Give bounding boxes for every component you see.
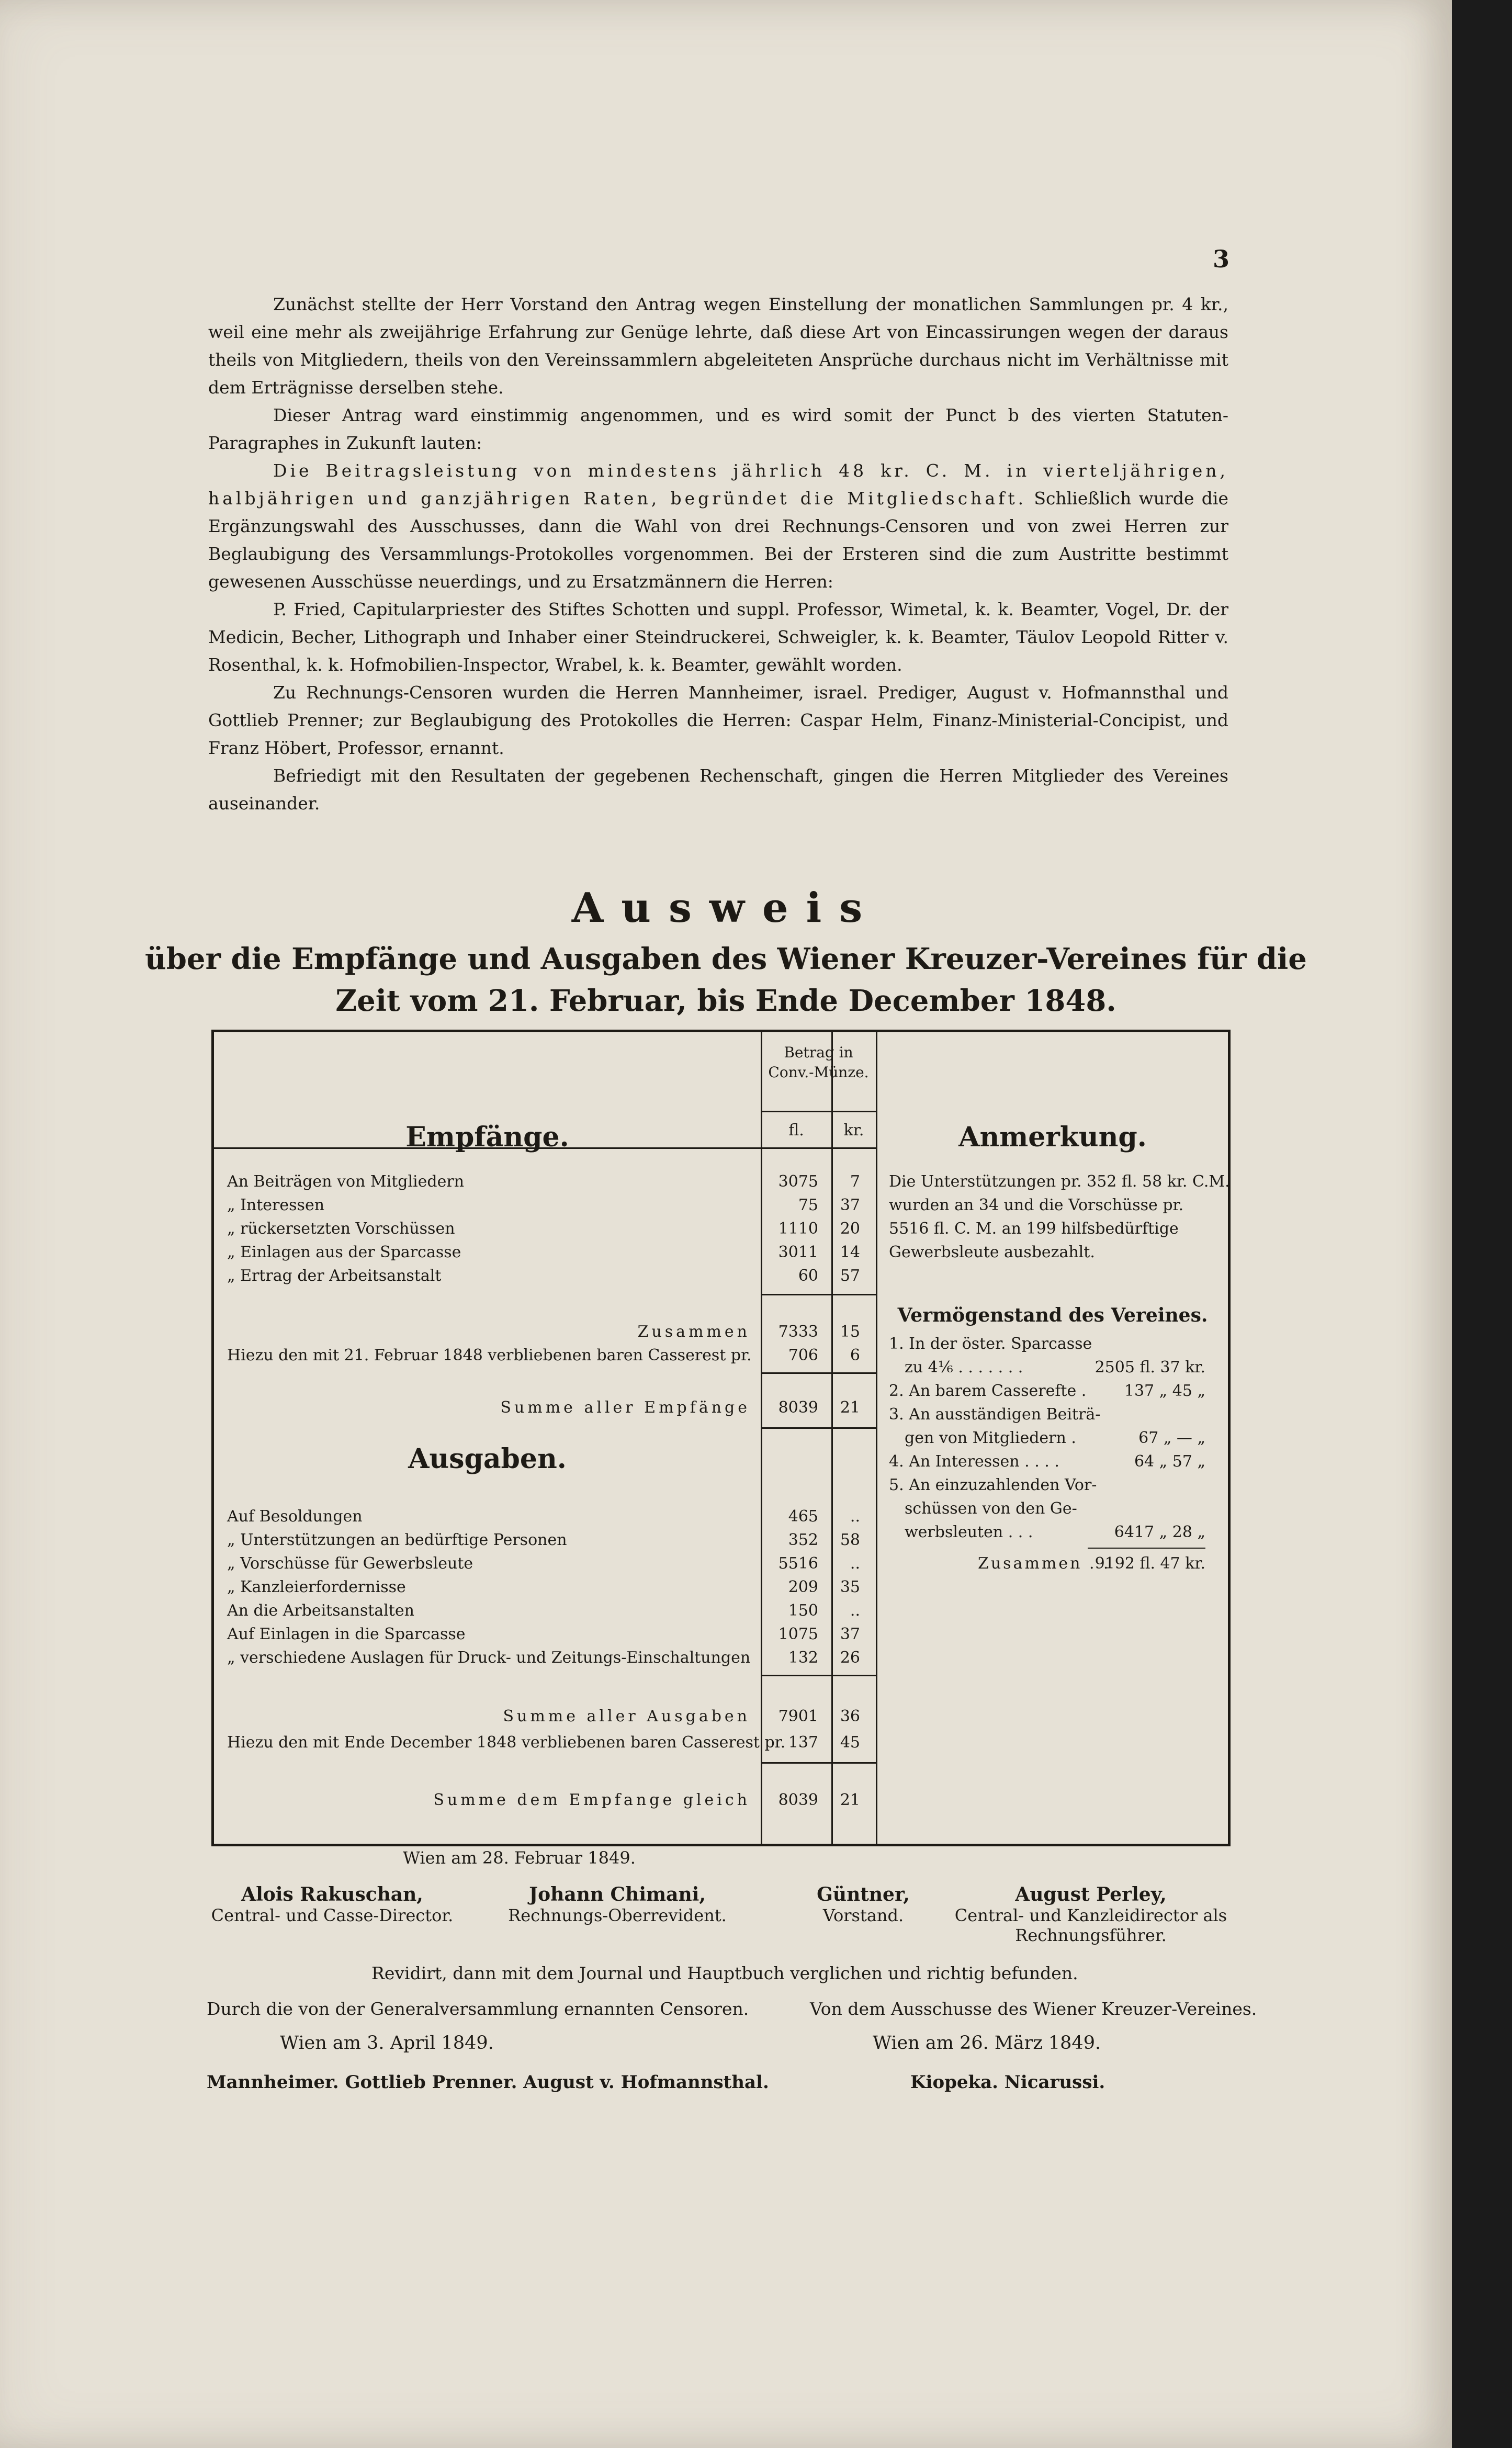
ausg-row-3-fl: 5516: [778, 1554, 818, 1573]
vermoegen-5a: 5. An einzuzahlenden Vor-: [889, 1476, 1097, 1494]
signer-3-name: Güntner,: [817, 1883, 910, 1905]
vermoegen-3-value: 67 „ — „: [1138, 1429, 1205, 1447]
vermoegen-3a: 3. An ausständigen Beiträ-: [889, 1405, 1101, 1424]
ausg-row-1-kr: ..: [850, 1507, 860, 1526]
amount-header: Betrag in Conv.-Münze.: [768, 1044, 869, 1081]
ausg-row-6-kr: 37: [840, 1625, 860, 1643]
signer-1-role: Central- und Casse-Director.: [211, 1905, 454, 1925]
empf-row-2-kr: 37: [840, 1196, 860, 1214]
intro-paragraph-4: P. Fried, Capitularpriester des Stiftes Schotten und suppl. Professor, Wimetal, k. k. Beamter, Vogel, Dr. der Medicin, Becher, Lithograph und Inhaber einer Steindruckerei, Schweigler, k. k. Beamter, Täulov Leopold Ritter v. Rosenthal, k. k. Hofmobilien-Inspector, Wrabel, k. k. Beamter, gewählt worden.: [208, 599, 1228, 675]
ausg-row-1-fl: 465: [788, 1507, 818, 1526]
committee-signatures: Kiopeka. Nicarussi.: [910, 2072, 1105, 2093]
ausg-row-7-label: „ verschiedene Auslagen für Druck- und Zeitungs-Einschaltungen: [227, 1649, 751, 1667]
summe-ausgaben-kr: 36: [840, 1707, 860, 1725]
signer-3-role: Vorstand.: [822, 1905, 904, 1925]
rule-sum-4: [761, 1675, 877, 1676]
ausg-row-6-fl: 1075: [778, 1625, 818, 1643]
vermoegen-total-label: Zusammen . .: [978, 1554, 1111, 1573]
rule-sum-2: [761, 1372, 877, 1374]
account-table: [211, 1030, 1231, 1846]
rule-sum-1: [761, 1294, 877, 1295]
summe-gleich-kr: 21: [840, 1791, 860, 1809]
empfaenge-title: Empfänge.: [405, 1121, 569, 1153]
hiezu-1-kr: 6: [850, 1346, 860, 1364]
ausg-row-3-label: „ Vorschüsse für Gewerbsleute: [227, 1554, 473, 1573]
empf-row-5-label: „ Ertrag der Arbeitsanstalt: [227, 1267, 442, 1285]
ausg-row-4-kr: 35: [840, 1578, 860, 1596]
ausg-row-2-label: „ Unterstützungen an bedürftige Personen: [227, 1531, 567, 1549]
vermoegen-3b: gen von Mitgliedern .: [905, 1429, 1076, 1447]
rule-sum-3: [761, 1427, 877, 1429]
summe-gleich-fl: 8039: [778, 1791, 818, 1809]
rule-kr-right: [876, 1032, 877, 1844]
signer-1-name: Alois Rakuschan,: [241, 1883, 423, 1905]
empf-row-4-kr: 14: [840, 1243, 860, 1261]
vermoegen-5b: schüssen von den Ge-: [905, 1499, 1077, 1518]
rule-header: [761, 1111, 877, 1112]
empf-row-1-label: An Beiträgen von Mitgliedern: [227, 1172, 465, 1191]
empf-row-5-fl: 60: [798, 1267, 818, 1285]
zusammen-kr: 15: [840, 1323, 860, 1341]
intro-paragraph-1: Zunächst stellte der Herr Vorstand den Antrag wegen Einstellung der monatlichen Sammlungen pr. 4 kr., weil eine mehr als zweijährige Erfahrung zur Genüge lehrte, daß diese Art von Eincassirungen wegen der daraus theils von Mitgliedern, theils von den Vereinssammlern abgeleiteten Ansprüche durchaus nicht im Verhältnisse mit dem Erträgnisse derselben stehe.: [208, 294, 1228, 398]
ausg-row-1-label: Auf Besoldungen: [227, 1507, 363, 1526]
empf-row-5-kr: 57: [840, 1267, 860, 1285]
summe-empfaenge-label: Summe aller Empfänge: [500, 1398, 750, 1417]
empf-row-2-fl: 75: [798, 1196, 818, 1214]
ausg-row-2-fl: 352: [788, 1531, 818, 1549]
statute-text: Die Beitragsleistung von mindestens jährlich 48 kr. C. M. in vierteljährigen, halbjährigen und ganzjährigen Raten, begründet die Mitgliedschaft.: [208, 460, 1228, 509]
hiezu-2-label: Hiezu den mit Ende December 1848 verbliebenen baren Casserest pr.: [227, 1733, 786, 1752]
vermoegen-2: 2. An barem Casserefte .: [889, 1382, 1087, 1400]
ausg-row-5-kr: ..: [850, 1601, 860, 1620]
intro-paragraph-6: Befriedigt mit den Resultaten der gegebenen Rechenschaft, gingen die Herren Mitglieder des Vereines auseinander.: [208, 765, 1228, 814]
ausg-row-4-label: „ Kanzleierfordernisse: [227, 1578, 406, 1596]
title-line-2: über die Empfänge und Ausgaben des Wiener Kreuzer-Vereines für die: [145, 942, 1307, 976]
intro-paragraph-5: Zu Rechnungs-Censoren wurden die Herren Mannheimer, israel. Prediger, August v. Hofmannsthal und Gottlieb Prenner; zur Beglaubigung des Protokolles die Herren: Caspar Helm, Finanz-Ministerial-Concipist, und Franz Höbert, Professor, ernannt.: [208, 682, 1228, 758]
hiezu-1-fl: 706: [788, 1346, 818, 1364]
rule-sum-5: [761, 1762, 877, 1764]
vermoegen-4-value: 64 „ 57 „: [1134, 1452, 1205, 1471]
page-number: 3: [1213, 245, 1230, 273]
ausg-row-2-kr: 58: [840, 1531, 860, 1549]
empf-row-3-label: „ rückersetzten Vorschüssen: [227, 1220, 455, 1238]
vermoegenstand-title: Vermögenstand des Vereines.: [897, 1304, 1208, 1326]
intro-paragraph-3: [208, 457, 1228, 595]
vermoegen-4: 4. An Interessen . . . .: [889, 1452, 1059, 1471]
title-ausweis: Ausweis: [571, 884, 881, 932]
rule-vermoegen-sum: [1088, 1548, 1205, 1549]
election-text: Schließlich wurde die Ergänzungswahl des Ausschusses, dann die Wahl von drei Rechnungs-Censoren und von zwei Herren zur Beglaubigung des Versammlungs-Protokolles vorgenommen. Bei der Ersteren sind die zum Austritte bestimmt gewesenen Ausschüsse neuerdings, und zu Ersatzmännern die Herren:: [208, 488, 1228, 592]
ausg-row-3-kr: ..: [850, 1554, 860, 1573]
vermoegen-5c: werbsleuten . . .: [905, 1523, 1033, 1541]
ausg-row-5-fl: 150: [788, 1601, 818, 1620]
anmerkung-line-3: 5516 fl. C. M. an 199 hilfsbedürftige: [889, 1220, 1179, 1238]
signer-4-role-1: Central- und Kanzleidirector als: [954, 1905, 1227, 1925]
hiezu-2-kr: 45: [840, 1733, 860, 1752]
censors-statement: Durch die von der Generalversammlung ernannten Censoren.: [207, 1999, 749, 2019]
zusammen-label: Zusammen: [637, 1323, 750, 1341]
signer-2-name: Johann Chimani,: [529, 1883, 706, 1905]
col-kr-header: kr.: [843, 1121, 864, 1140]
vermoegen-1-value: 2505 fl. 37 kr.: [1094, 1358, 1205, 1377]
signature-perley: [952, 1883, 1229, 1945]
empf-row-2-label: „ Interessen: [227, 1196, 325, 1214]
revidirt-line: Revidirt, dann mit dem Journal und Hauptbuch verglichen und richtig befunden.: [371, 1963, 1078, 1983]
anmerkung-line-4: Gewerbsleute ausbezahlt.: [889, 1243, 1095, 1261]
vermoegen-1b: zu 4⅙ . . . . . . .: [905, 1358, 1023, 1377]
date-committee: Wien am 26. März 1849.: [873, 2033, 1101, 2054]
summe-ausgaben-fl: 7901: [778, 1707, 818, 1725]
vermoegen-2-value: 137 „ 45 „: [1124, 1382, 1205, 1400]
empf-row-1-fl: 3075: [778, 1172, 818, 1191]
summe-gleich-label: Summe dem Empfange gleich: [433, 1791, 750, 1809]
vermoegen-1a: 1. In der öster. Sparcasse: [889, 1335, 1092, 1353]
date-table: Wien am 28. Februar 1849.: [403, 1848, 636, 1868]
title-line-3: Zeit vom 21. Februar, bis Ende December 1848.: [335, 984, 1116, 1018]
vermoegen-total-value: 9192 fl. 47 kr.: [1094, 1554, 1205, 1573]
ausg-row-4-fl: 209: [788, 1578, 818, 1596]
signature-rakuschan: [209, 1883, 455, 1925]
hiezu-1-label: Hiezu den mit 21. Februar 1848 verbliebenen baren Casserest pr.: [227, 1346, 752, 1364]
empf-row-3-fl: 1110: [778, 1220, 818, 1238]
committee-statement: Von dem Ausschusse des Wiener Kreuzer-Vereines.: [810, 1999, 1257, 2019]
signer-2-role: Rechnungs-Oberrevident.: [508, 1905, 727, 1925]
intro-paragraph-2: Dieser Antrag ward einstimmig angenommen, und es wird somit der Punct b des vierten Statuten-Paragraphes in Zukunft lauten:: [208, 405, 1228, 453]
signature-guentner: [785, 1883, 942, 1925]
rule-fl-kr: [831, 1032, 833, 1844]
summe-empfaenge-kr: 21: [840, 1398, 860, 1417]
zusammen-fl: 7333: [778, 1323, 818, 1341]
summe-empfaenge-fl: 8039: [778, 1398, 818, 1417]
ausg-row-7-fl: 132: [788, 1649, 818, 1667]
summe-ausgaben-label: Summe aller Ausgaben: [503, 1707, 750, 1725]
rule-fl-left: [761, 1032, 762, 1844]
intro-text: [208, 290, 1228, 817]
ausg-row-6-label: Auf Einlagen in die Sparcasse: [227, 1625, 466, 1643]
vermoegen-5-value: 6417 „ 28 „: [1114, 1523, 1205, 1541]
anmerkung-line-2: wurden an 34 und die Vorschüsse pr.: [889, 1196, 1184, 1214]
anmerkung-line-1: Die Unterstützungen pr. 352 fl. 58 kr. C.M.: [889, 1172, 1230, 1191]
signer-4-name: August Perley,: [1015, 1883, 1167, 1905]
empf-row-1-kr: 7: [850, 1172, 860, 1191]
empf-row-4-fl: 3011: [778, 1243, 818, 1261]
signer-4-role-2: Rechnungsführer.: [1015, 1925, 1167, 1945]
signature-chimani: [481, 1883, 753, 1925]
ausgaben-title: Ausgaben.: [408, 1443, 567, 1475]
censors-signatures: Mannheimer. Gottlieb Prenner. August v. Hofmannsthal.: [207, 2072, 769, 2093]
col-fl-header: fl.: [788, 1121, 804, 1140]
hiezu-2-fl: 137: [788, 1733, 818, 1752]
ausg-row-5-label: An die Arbeitsanstalten: [227, 1601, 414, 1620]
date-censors: Wien am 3. April 1849.: [280, 2033, 494, 2054]
anmerkung-title: Anmerkung.: [958, 1121, 1147, 1153]
empf-row-4-label: „ Einlagen aus der Sparcasse: [227, 1243, 461, 1261]
empf-row-3-kr: 20: [840, 1220, 860, 1238]
ausg-row-7-kr: 26: [840, 1649, 860, 1667]
